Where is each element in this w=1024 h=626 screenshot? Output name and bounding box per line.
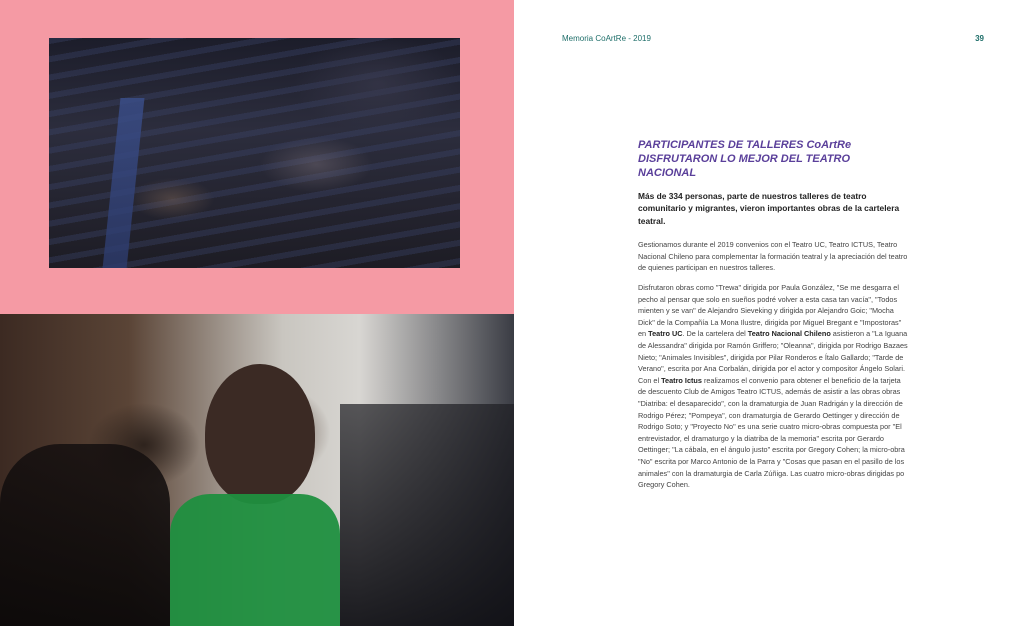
students-photo <box>0 314 514 626</box>
article-lead: Más de 334 personas, parte de nuestros talleres de teatro comunitario y migrantes, vieron importantes obras de la cartelera teatral. <box>638 191 900 226</box>
right-page <box>514 0 1024 626</box>
bold-teatro-uc: Teatro UC <box>648 329 683 339</box>
article-headline: PARTICIPANTES DE TALLERES CoArtRe DISFRUTARON LO MEJOR DEL TEATRO NACIONAL <box>638 139 852 179</box>
page-number: 39 <box>975 34 984 43</box>
article-paragraph-1: Gestionamos durante el 2019 convenios con el Teatro UC, Teatro ICTUS, Teatro Nacional Chileno para complementar la formación teatral y la apreciación del teatro de quienes participan en nuestros talleres. <box>638 240 908 273</box>
bold-teatro-nacional: Teatro Nacional Chileno <box>747 329 831 339</box>
bold-teatro-ictus: Teatro Ictus <box>661 375 702 385</box>
paragraph-2-segment: asistieron a "La Iguana de Alessandra" dirigida por Ramón Griffero; "Oleanna", dirigida por Rodrigo Bazaes Nieto; "Animales Invisibles", dirigida por Pilar Ronderos e Ítalo Gallardo; "Tarde de Verano", escrita por Ana Corbalán, dirigida por el actor y compositor Ángelo Solari. Con el <box>638 329 908 385</box>
article <box>638 138 910 499</box>
green-shirt-student <box>170 494 340 626</box>
foreground-student <box>0 444 170 626</box>
paragraph-2-segment: Disfrutaron obras como "Trewa" dirigida por Paula González, "Se me desgarra el pecho al pensar que solo en sueños podré volver a esta casa tan vacía", "Todos mienten y se van" de Alejandro Sieveking y dirigida por Alejandro Goic; "Mocha Dick" de la Compañía La Mona Ilustre, dirigida por Miguel Bregant e "Impostoras" en <box>638 283 902 339</box>
audience-photo <box>49 38 460 268</box>
article-paragraph-2 <box>638 282 910 491</box>
running-header: Memoria CoArtRe - 2019 <box>562 34 651 43</box>
student-head <box>205 364 315 504</box>
seated-students-right <box>340 404 514 626</box>
paragraph-2-segment: . De la cartelera del <box>682 329 748 339</box>
theater-aisle-seats <box>102 98 145 268</box>
paragraph-2-segment: realizamos el convenio para obtener el beneficio de la tarjeta de descuento Club de Amigos Teatro ICTUS, además de asistir a las obras obras "Diatriba: el desaparecido", con la dramaturgia de Juan Radrigán y la dirección de Rodrigo Pérez; "Pompeya", con dramaturgia de Gerardo Oettinger y dirección de Rodrigo Soto; y "Proyecto No" es una serie cuatro micro-obras compuesta por "El entrevistador, el dramaturgo y la diatriba de la memoria" escrita por Gerardo Oettinger; "La cábala, en el ángulo justo" escrita por Gregory Cohen; la micro-obra "No" escrita por Marco Antonio de la Parra y "Cosas que pasan en el pasillo de los animales" con la dramaturgia de Carla Zúñiga. Las cuatro micro-obras dirigidas po Gregory Cohen. <box>638 375 905 490</box>
